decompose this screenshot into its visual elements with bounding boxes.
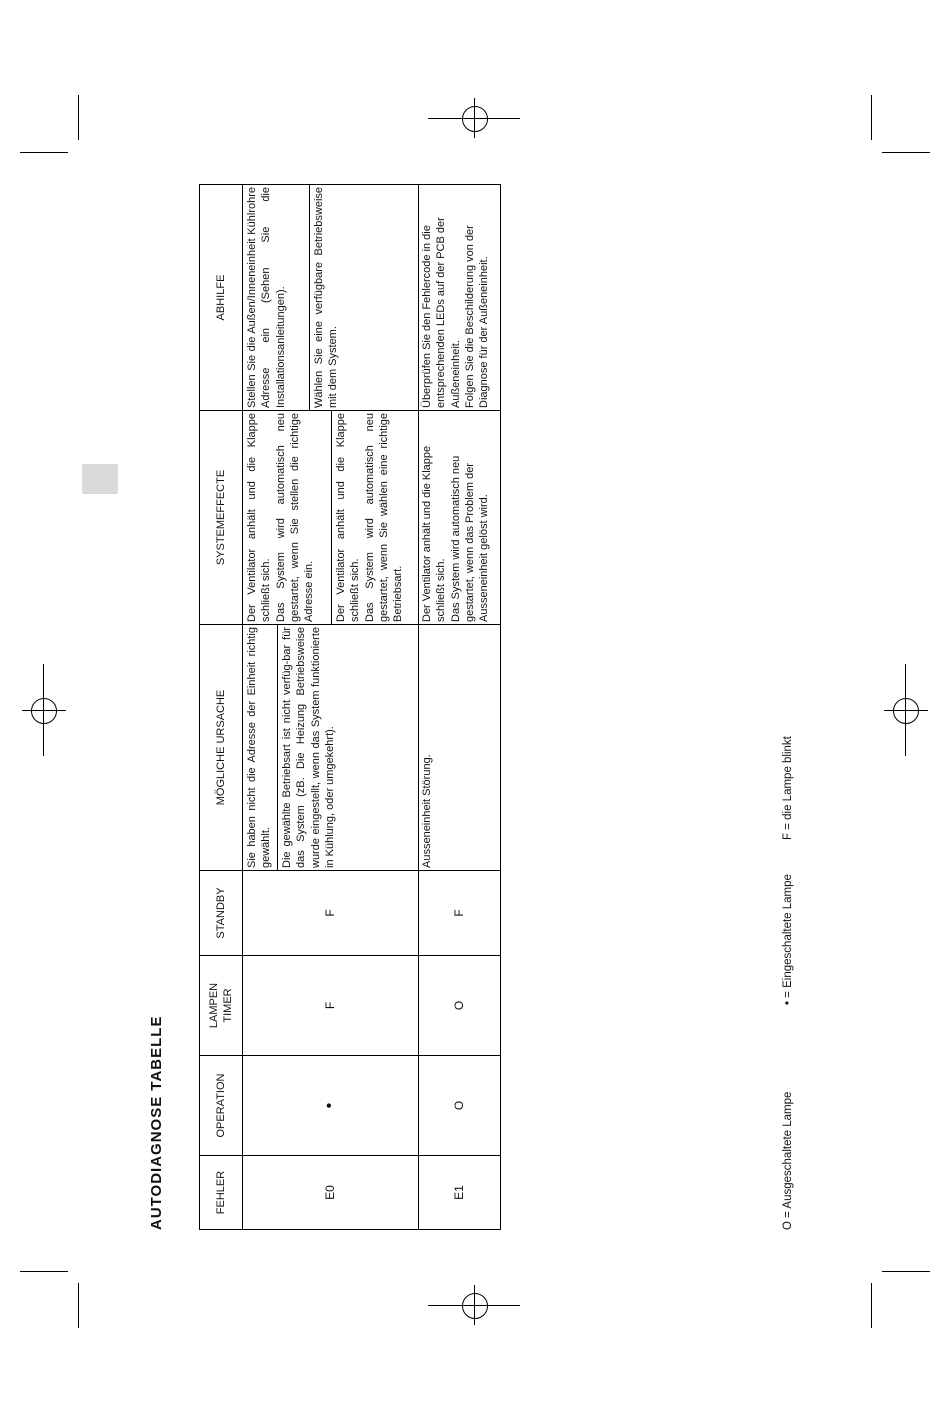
effect-text: Der Ventilator anhält und die Klappe schließt sich.	[421, 445, 448, 622]
header-operation: OPERATION	[200, 1056, 243, 1156]
error-code: E0	[243, 1156, 419, 1230]
legend-on: • = Eingeschaltete Lampe	[782, 874, 794, 1005]
remedy-text: Überprüfen Sie den Fehlercode in die entsprechenden LEDs auf der PCB der Außeneinheit.	[421, 217, 462, 408]
effect-block	[243, 411, 331, 624]
timer-lamp: O	[419, 956, 501, 1056]
header-abhilfe: ABHILFE	[200, 185, 243, 411]
diagnose-table	[199, 184, 501, 1230]
header-timer-label: TIMER	[222, 988, 234, 1023]
section-tab	[82, 464, 118, 494]
timer-lamp: F	[243, 956, 419, 1056]
cause-text: Sie haben nicht die Adresse der Einheit richtig gewählt.	[246, 627, 273, 868]
operation-lamp: O	[419, 1056, 501, 1156]
header-effecte: SYSTEMEFFECTE	[200, 411, 243, 625]
header-ursache: MÖGLICHE URSACHE	[200, 625, 243, 871]
page-title: AUTODIAGNOSE TABELLE	[148, 1015, 165, 1230]
effect-text: Das System wird automatisch neu gestartet, wenn das Problem der Ausseneinheit gelöst wird.	[449, 455, 491, 622]
remedy-text: Folgen Sie die Beschilderung von der Diagnose für der Außeneinheit.	[463, 225, 491, 408]
operation-lamp: •	[243, 1056, 419, 1156]
standby-lamp: F	[419, 871, 501, 956]
remedy-text: Stellen Sie die Außen/Inneneinheit Kühlrohre Adresse ein (Sehen Sie die Installationsanleitungen).	[246, 187, 287, 408]
legend-blink: F = die Lampe blinkt	[782, 736, 794, 840]
cause-text: Die gewählte Betriebsart ist nicht verfüg-bar für das System (zB. Die Heizung Betriebsweise wurde eingestellt, wenn das System funktionierte in Kühlung, oder umgekehrt).	[277, 625, 341, 870]
table-header-row	[200, 185, 243, 1230]
error-code: E1	[419, 1156, 501, 1230]
effect-text: Das System wird automatisch neu gestartet, wenn Sie stellen die richtige Adresse ein.	[274, 413, 316, 622]
remedy-text: Wählen Sie eine verfügbare Betriebsweise mit dem System.	[309, 185, 345, 410]
effect-text: Das System wird automatisch neu gestartet, wenn Sie wählen eine richtige Betriebsart.	[363, 413, 405, 622]
cause-text: Ausseneinheit Störung.	[421, 754, 433, 868]
effect-text: Der Ventilator anhält und die Klappe schließt sich.	[246, 413, 273, 622]
table-row	[243, 185, 419, 1230]
effect-text: Der Ventilator anhält und die Klappe schließt sich.	[335, 413, 362, 622]
header-lampen: LAMPEN	[207, 982, 220, 1029]
effect-block	[331, 411, 409, 624]
diagnose-table-wrapper	[199, 185, 501, 1230]
header-fehler: FEHLER	[200, 1156, 243, 1230]
standby-lamp: F	[243, 871, 419, 956]
header-timer	[200, 956, 243, 1056]
table-row	[419, 185, 501, 1230]
header-standby: STANDBY	[200, 871, 243, 956]
legend-off: O = Ausgeschaltete Lampe	[782, 1091, 794, 1230]
